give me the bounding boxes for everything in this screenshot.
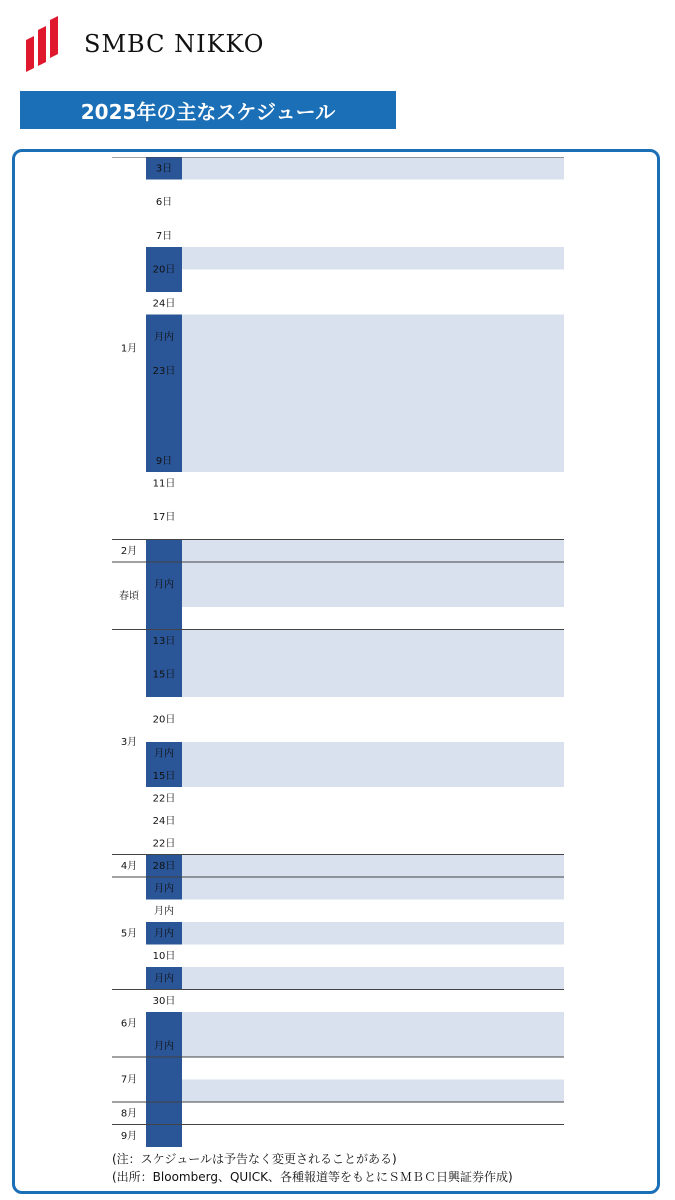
event-row-bg [182,630,564,653]
note-line: (注：スケジュールは予告なく変更されることがある) [112,1152,397,1166]
event-row-bg [182,180,564,203]
event-row-bg [182,1125,564,1148]
month-label: 9月 [120,1130,138,1142]
event-row-bg [182,900,564,923]
event-row-bg [182,1102,564,1125]
date-label: 11日 [152,478,176,490]
page-title: 2025年の主なスケジュール [20,91,396,129]
month-label: 6月 [120,1018,138,1030]
event-row-bg [182,742,564,765]
event-row-bg [182,1035,564,1058]
date-label: 月内 [154,883,174,895]
event-row-bg [182,855,564,878]
month-label: 7月 [120,1074,138,1086]
date-label: 9日 [155,455,173,467]
event-row-bg [182,585,564,608]
logo-text: SMBC NIKKO [84,30,265,58]
event-row-bg [182,922,564,945]
date-label: 17日 [152,512,176,523]
event-row-bg [182,382,564,405]
month-label: 3月 [120,737,138,748]
event-row-bg [182,1012,564,1035]
date-label: 10日 [152,950,176,962]
date-cell-bg [146,382,182,450]
date-label: 22日 [152,838,176,850]
date-label: 月内 [154,579,174,591]
event-row-bg [182,1080,564,1103]
event-row-bg [182,315,564,360]
date-label: 23日 [152,365,176,377]
date-label: 15日 [152,669,176,681]
smbc-logo-mark-icon [22,16,72,72]
event-row-bg [182,562,564,585]
event-row-bg [182,157,564,180]
date-label: 15日 [152,770,176,782]
month-label: 8月 [120,1108,138,1120]
event-row-bg [182,270,564,293]
month-label: 2月 [120,545,138,557]
event-row-bg [182,990,564,1013]
date-label: 6日 [155,197,173,208]
date-label: 20日 [152,264,176,276]
event-row-bg [182,967,564,990]
date-label: 24日 [152,815,176,827]
event-row-bg [182,495,564,540]
date-label: 月内 [154,332,174,343]
date-label: 28日 [152,860,176,872]
event-row-bg [182,247,564,270]
event-row-bg [182,405,564,428]
month-label: 4月 [120,860,138,872]
month-label: 5月 [120,928,138,940]
event-row-bg [182,877,564,900]
date-label: 20日 [152,714,176,726]
event-row-bg [182,472,564,495]
date-label: 月内 [154,928,174,940]
event-row-bg [182,765,564,788]
event-row-bg [182,225,564,248]
date-label: 月内 [154,905,174,917]
month-label: 1月 [120,343,138,355]
date-label: 13日 [152,635,176,647]
event-row-bg [182,810,564,833]
date-label: 30日 [152,995,176,1007]
schedule-table [112,157,564,1147]
event-row-bg [182,1057,564,1080]
date-label: 22日 [152,793,176,805]
event-row-bg [182,292,564,315]
event-row-bg [182,360,564,383]
date-label: 3日 [155,163,173,175]
date-label: 月内 [154,1040,174,1052]
event-row-bg [182,427,564,450]
source-line: (出所：Bloomberg、QUICK、各種報道等をもとにＳＭＢＣ日興証券作成) [112,1170,513,1184]
event-row-bg [182,540,564,563]
date-label: 月内 [154,748,174,760]
event-row-bg [182,607,564,630]
event-row-bg [182,450,564,473]
date-label: 7日 [155,230,173,242]
logo [12,10,284,76]
event-row-bg [182,787,564,810]
event-row-bg [182,202,564,225]
event-row-bg [182,652,564,697]
date-label: 月内 [154,973,174,985]
date-cell-bg [146,1080,182,1148]
date-label: 24日 [152,298,176,310]
month-label: 春頃 [119,590,139,602]
event-row-bg [182,832,564,855]
event-row-bg [182,945,564,968]
event-row-bg [182,697,564,742]
